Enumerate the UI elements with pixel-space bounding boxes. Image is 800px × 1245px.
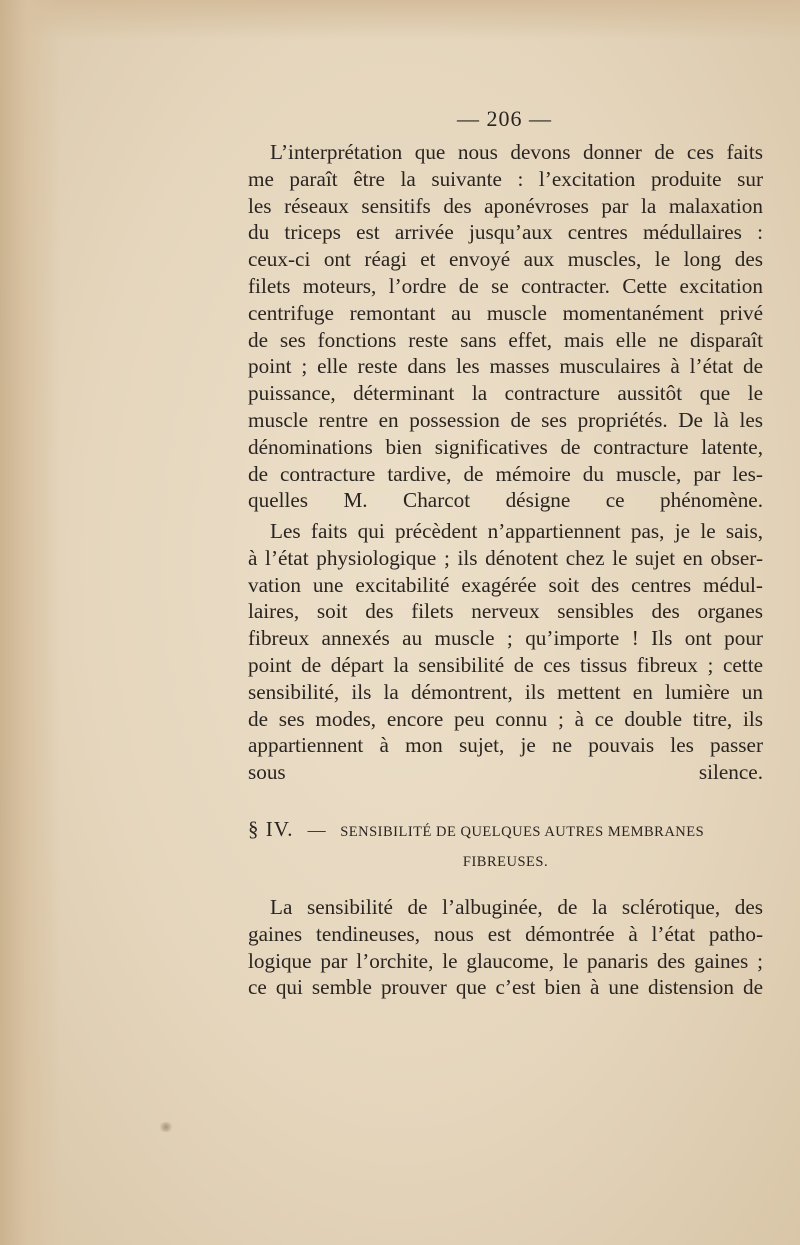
section-number: § IV.: [248, 817, 294, 841]
ink-smudge: [158, 1122, 174, 1132]
paragraph-line: puissance, déterminant la contracture aussitôt que le: [248, 381, 763, 406]
section-title-line-2: FIBREUSES.: [462, 854, 549, 870]
paragraph-line: les réseaux sensitifs des aponévroses par la malaxation: [248, 193, 763, 218]
paragraph-line: La sensibilité de l’albuginée, de la sclérotique, des: [270, 895, 763, 919]
paragraph-1: [248, 139, 763, 514]
paragraph-line: du triceps est arrivée jusqu’aux centres médullaires :: [248, 220, 763, 245]
paragraph-line: quelles M. Charcot désigne ce phénomène.: [248, 488, 763, 513]
section-title-line-1: SENSIBILITÉ DE QUELQUES AUTRES MEMBRANES: [340, 824, 705, 840]
paragraph-line: logique par l’orchite, le glaucome, le panaris des gaines ;: [248, 948, 763, 973]
paragraph-line: de contracture tardive, de mémoire du muscle, par les-: [248, 461, 763, 486]
paragraph-line: me paraît être la suivante : l’excitation produite sur: [248, 166, 763, 191]
paragraph-line: à l’état physiologique ; ils dénotent chez le sujet en obser-: [248, 545, 763, 570]
paragraph-line: L’interprétation que nous devons donner de ces faits: [270, 140, 763, 164]
paragraph-line: laires, soit des filets nerveux sensibles des organes: [248, 599, 763, 624]
paragraph-line: fibreux annexés au muscle ; qu’importe ! Ils ont pour: [248, 626, 763, 651]
paragraph-3: [248, 894, 763, 1001]
paragraph-line: dénominations bien significatives de contracture latente,: [248, 434, 763, 459]
page-number: — 206 —: [457, 106, 552, 131]
paragraph-line: gaines tendineuses, nous est démontrée à l’état patho-: [248, 921, 763, 946]
paragraph-line: de ses modes, encore peu connu ; à ce double titre, ils: [248, 706, 763, 731]
paragraph-2: [248, 518, 763, 786]
paragraph-line: appartiennent à mon sujet, je ne pouvais les passer: [248, 733, 763, 758]
paragraph-line: ceux-ci ont réagi et envoyé aux muscles, le long des: [248, 247, 763, 272]
page-top-shadow: [0, 0, 800, 40]
section-heading: [248, 815, 763, 876]
paragraph-line: point ; elle reste dans les masses musculaires à l’état de: [248, 354, 763, 379]
paragraph-line: sensibilité, ils la démontrent, ils mettent en lumière un: [248, 679, 763, 704]
paragraph-line: Les faits qui précèdent n’appartiennent pas, je le sais,: [270, 519, 763, 543]
paragraph-line: centrifuge remontant au muscle momentanément privé: [248, 300, 763, 325]
section-dash: —: [307, 820, 327, 840]
paragraph-line: ce qui semble prouver que c’est bien à une distension de: [248, 975, 763, 1000]
paragraph-line: muscle rentre en possession de ses propriétés. De là les: [248, 407, 763, 432]
paragraph-line: vation une excitabilité exagérée soit des centres médul-: [248, 572, 763, 597]
paragraph-line: de ses fonctions reste sans effet, mais elle ne disparaît: [248, 327, 763, 352]
paragraph-line: point de départ la sensibilité de ces tissus fibreux ; cette: [248, 652, 763, 677]
page-binding-shadow: [0, 0, 60, 1245]
section-heading-line-1: [248, 815, 763, 846]
paragraph-line: filets moteurs, l’ordre de se contracter. Cette excitation: [248, 273, 763, 298]
paragraph-line: sous silence.: [248, 760, 763, 785]
